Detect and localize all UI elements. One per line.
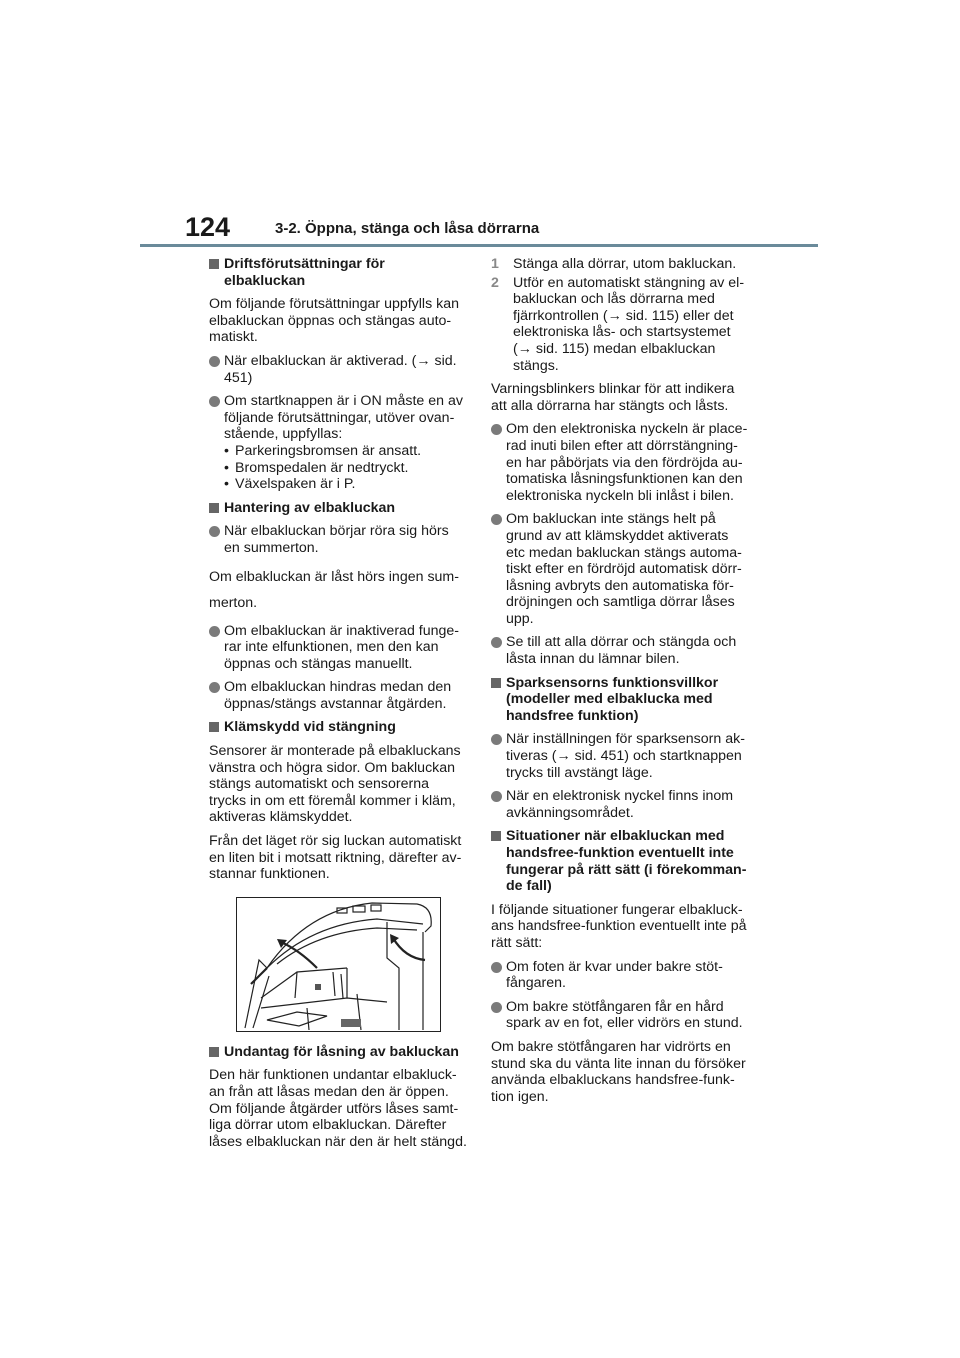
- circle-bullet-icon: [209, 396, 220, 407]
- illustration-svg: [237, 898, 440, 1031]
- paragraph: Från det läget rör sig luckan automatiskt en liten bit i motsatt riktning, därefter av-stannar funktionen.: [209, 833, 462, 883]
- bullet-item: Om bakre stötfångaren får en hård spark av en fot, eller vidrörs en stund.: [491, 999, 749, 1032]
- paragraph: Varningsblinkers blinkar för att indikera att alla dörrarna har stängts och låsts.: [491, 381, 735, 414]
- bullet-item: Om elbakluckan är inaktiverad funge-rar inte elfunktionen, men den kan öppnas och stängas manuellt.: [209, 623, 467, 673]
- step-number: 2: [491, 274, 499, 291]
- tailgate-sensor-illustration: [236, 897, 441, 1032]
- circle-bullet-icon: [491, 637, 502, 648]
- paragraph: I följande situationer fungerar elbakluck-ans handsfree-funktion eventuellt inte på rätt sätt:: [491, 901, 747, 951]
- paragraph: Om bakre stötfångaren har vidrörts en stund ska du vänta lite innan du försöker använda elbakluckans handsfree-funk-tion igen.: [491, 1038, 746, 1105]
- circle-bullet-icon: [209, 526, 220, 537]
- bullet-item: Se till att alla dörrar och stängda och låsta innan du lämnar bilen.: [491, 634, 749, 667]
- circle-bullet-icon: [209, 682, 220, 693]
- step-number: 1: [491, 256, 499, 272]
- heading-operating-conditions: Driftsförutsättningar för elbakluckan: [209, 256, 467, 289]
- bullet-item: Om elbakluckan hindras medan den öppnas/stängs avstannar åtgärden.: [209, 679, 467, 712]
- page-header: [185, 212, 818, 248]
- page-number: 124: [185, 212, 231, 242]
- square-bullet-icon: [209, 1047, 219, 1057]
- circle-bullet-icon: [491, 962, 502, 973]
- circle-bullet-icon: [491, 791, 502, 802]
- circle-bullet-icon: [491, 1002, 502, 1013]
- paragraph: Den här funktionen undantar elbakluck-an från att låsas medan den är öppen. Om följande åtgärder utförs låses samt-liga dörrar utom elbakluckan. Därefter låses elbakluckan när den är helt stängd.: [209, 1067, 467, 1150]
- square-bullet-icon: [491, 678, 501, 688]
- right-column: [491, 256, 749, 1112]
- bullet-item: När inställningen för sparksensorn ak-tiveras (→ sid. 451) och startknappen trycks till avstängt läge.: [491, 731, 749, 781]
- left-column: [209, 256, 467, 1157]
- bullet-item: Om bakluckan inte stängs helt på grund av att klämskyddet aktiverats etc medan bakluckan stängs automa-tiskt efter en fördröjd automatisk dörr-låsning avbryts den automatiska för-dröjningen och samtliga dörrar låses upp.: [491, 511, 749, 627]
- square-bullet-icon: [209, 259, 219, 269]
- heading-kick-sensor-conditions: Sparksensorns funktionsvillkor (modeller med elbaklucka med handsfree funktion): [491, 675, 749, 725]
- square-bullet-icon: [209, 503, 219, 513]
- bullet-item: Om startknappen är i ON måste en av följande förutsättningar, utöver ovan-stående, uppfyllas: • Parkeringsbromsen är ansatt. • Bromspedalen är nedtryckt. • Växelspaken är i P.: [209, 393, 467, 493]
- heading-handsfree-issues: Situationer när elbakluckan med handsfree-funktion eventuellt inte fungerar på rätt sätt (i förekomman-de fall): [491, 828, 749, 894]
- heading-lock-exception: Undantag för låsning av bakluckan: [209, 1044, 467, 1061]
- sub-item: • Bromspedalen är nedtryckt.: [224, 460, 467, 477]
- square-bullet-icon: [491, 831, 501, 841]
- step-item: [491, 275, 749, 375]
- section-title: 3-2. Öppna, stänga och låsa dörrarna: [275, 220, 540, 237]
- bullet-item: Om den elektroniska nyckeln är place-rad inuti bilen efter att dörrstängning-en har påbörjats via den fördröjda au-tomatiska låsningsfunktionen kan den elektroniska nyckeln bli inlåst i bilen.: [491, 421, 749, 504]
- sub-item: • Parkeringsbromsen är ansatt.: [224, 443, 467, 460]
- step-text: Utför en automatiskt stängning av el-bakluckan och lås dörrarna med fjärrkontrollen (→ sid. 115) eller det elektroniska lås- och startsystemet (→ sid. 115) medan elbakluckan stängs.: [513, 274, 745, 374]
- circle-bullet-icon: [491, 424, 502, 435]
- bullet-item: När elbakluckan börjar röra sig hörs en summerton.: [209, 523, 467, 556]
- circle-bullet-icon: [209, 356, 220, 367]
- heading-pinch-protection: Klämskydd vid stängning: [209, 719, 467, 736]
- paragraph: Om elbakluckan är låst hörs ingen sum-merton.: [209, 568, 459, 611]
- header-rule: [140, 244, 818, 247]
- heading-handling: Hantering av elbakluckan: [209, 500, 467, 517]
- sub-item: • Växelspaken är i P.: [224, 476, 467, 493]
- square-bullet-icon: [209, 722, 219, 732]
- paragraph: Sensorer är monterade på elbakluckans vänstra och högra sidor. Om bakluckan stängs automatiskt och sensorerna trycks in om ett föremål kommer i kläm, aktiveras klämskyddet.: [209, 743, 461, 826]
- circle-bullet-icon: [209, 626, 220, 637]
- bullet-item: När en elektronisk nyckel finns inom avkänningsområdet.: [491, 788, 749, 821]
- step-text: Stänga alla dörrar, utom bakluckan.: [513, 256, 737, 272]
- bullet-item: När elbakluckan är aktiverad. (→ sid. 451): [209, 353, 467, 386]
- step-item: [491, 256, 749, 273]
- circle-bullet-icon: [491, 734, 502, 745]
- paragraph: Om följande förutsättningar uppfylls kan elbakluckan öppnas och stängas auto-matiskt.: [209, 296, 459, 346]
- bullet-item: Om foten är kvar under bakre stöt-fångaren.: [491, 959, 749, 992]
- circle-bullet-icon: [491, 514, 502, 525]
